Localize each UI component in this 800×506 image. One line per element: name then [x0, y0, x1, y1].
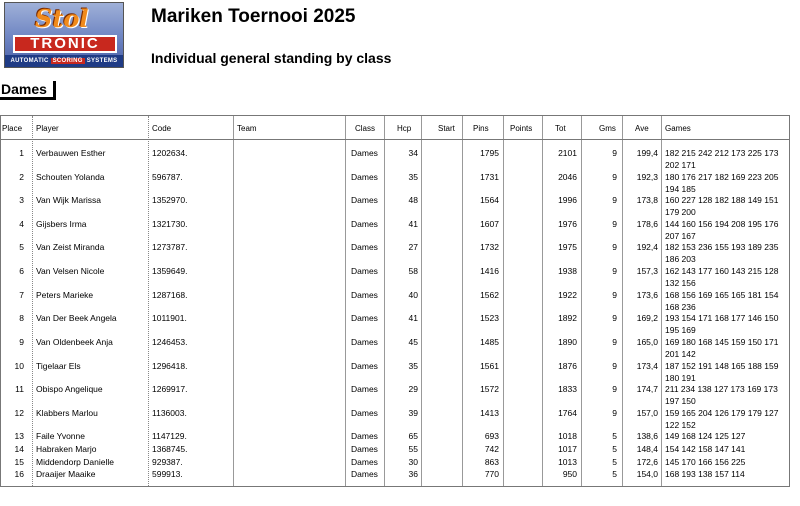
standings-table [0, 115, 790, 487]
column-divider [622, 116, 623, 486]
cell-gms: 9 [612, 172, 617, 182]
cell-code: 1296418. [152, 361, 188, 371]
cell-class: Dames [351, 313, 378, 323]
cell-gms: 5 [612, 469, 617, 479]
cell-pins: 693 [484, 431, 499, 441]
cell-games: 182 215 242 212 173 225 173 202 171 [665, 148, 779, 170]
cell-place: 3 [19, 195, 24, 205]
cell-games: 169 180 168 145 159 150 171 201 142 [665, 337, 779, 359]
header-gms: Gms [599, 124, 616, 133]
cell-gms: 9 [612, 337, 617, 347]
cell-pins: 1795 [480, 148, 499, 158]
cell-gms: 9 [612, 148, 617, 158]
cell-player: Draaijer Maaike [36, 469, 96, 479]
cell-games: 182 153 236 155 193 189 235 186 203 [665, 242, 779, 264]
header-points: Points [510, 124, 533, 133]
cell-code: 1287168. [152, 290, 188, 300]
cell-ave: 157,0 [636, 408, 658, 418]
logo-name: Stol [35, 4, 89, 33]
cell-ave: 148,4 [636, 444, 658, 454]
cell-ave: 138,6 [636, 431, 658, 441]
column-divider [148, 116, 149, 486]
cell-place: 11 [15, 384, 24, 394]
cell-pins: 1572 [480, 384, 499, 394]
cell-place: 12 [14, 408, 24, 418]
cell-ave: 157,3 [636, 266, 658, 276]
cell-gms: 5 [612, 444, 617, 454]
cell-hcp: 41 [408, 219, 418, 229]
cell-hcp: 45 [408, 337, 418, 347]
column-divider [462, 116, 463, 486]
cell-games: 168 156 169 165 165 181 154 168 236 [665, 290, 779, 312]
header-player: Player [36, 124, 59, 133]
cell-place: 14 [14, 444, 24, 454]
cell-player: Peters Marieke [36, 290, 94, 300]
cell-class: Dames [351, 361, 378, 371]
cell-player: Van Zeist Miranda [36, 242, 105, 252]
table-header [1, 116, 789, 140]
logo-tagline [5, 55, 123, 67]
column-divider [384, 116, 385, 486]
cell-class: Dames [351, 266, 378, 276]
header-tot: Tot [555, 124, 566, 133]
cell-pins: 1413 [480, 408, 499, 418]
cell-player: Klabbers Marlou [36, 408, 98, 418]
cell-player: Faile Yvonne [36, 431, 85, 441]
cell-tot: 1938 [558, 266, 577, 276]
cell-gms: 5 [612, 431, 617, 441]
cell-player: Middendorp Danielle [36, 457, 114, 467]
cell-tot: 1996 [558, 195, 577, 205]
cell-tot: 1017 [558, 444, 577, 454]
cell-hcp: 34 [408, 148, 418, 158]
header-pins: Pins [473, 124, 489, 133]
cell-pins: 770 [484, 469, 499, 479]
cell-hcp: 48 [408, 195, 418, 205]
cell-place: 1 [19, 148, 24, 158]
cell-ave: 169,2 [636, 313, 658, 323]
cell-class: Dames [351, 457, 378, 467]
header-hcp: Hcp [397, 124, 412, 133]
cell-code: 1269917. [152, 384, 188, 394]
cell-ave: 192,3 [636, 172, 658, 182]
page-subtitle: Individual general standing by class [151, 50, 392, 66]
cell-tot: 950 [562, 469, 577, 479]
cell-tot: 2101 [558, 148, 577, 158]
cell-code: 929387. [152, 457, 183, 467]
cell-code: 1202634. [152, 148, 188, 158]
header-place: Place [2, 124, 23, 133]
logo-tagline-left: AUTOMATIC [10, 58, 49, 64]
cell-hcp: 41 [408, 313, 418, 323]
cell-code: 1273787. [152, 242, 188, 252]
cell-tot: 1976 [558, 219, 577, 229]
cell-tot: 1013 [558, 457, 577, 467]
logo-tagline-mid: SCORING [52, 58, 83, 64]
column-divider [345, 116, 346, 486]
cell-games: 187 152 191 148 165 188 159 180 191 [665, 361, 779, 383]
cell-pins: 1562 [480, 290, 499, 300]
cell-gms: 9 [612, 361, 617, 371]
logo-brand: TRONIC [13, 35, 117, 53]
column-divider [421, 116, 422, 486]
cell-gms: 5 [612, 457, 617, 467]
cell-games: 149 168 124 125 127 [665, 431, 746, 441]
cell-ave: 173,8 [636, 195, 658, 205]
cell-pins: 1607 [480, 219, 499, 229]
cell-pins: 742 [484, 444, 499, 454]
header-games: Games [665, 124, 691, 133]
cell-code: 596787. [152, 172, 183, 182]
cell-player: Van Oldenbeek Anja [36, 337, 113, 347]
cell-ave: 192,4 [636, 242, 658, 252]
cell-games: 144 160 156 194 208 195 176 207 167 [665, 219, 779, 241]
cell-class: Dames [351, 431, 378, 441]
cell-class: Dames [351, 337, 378, 347]
cell-ave: 165,0 [636, 337, 658, 347]
cell-games: 160 227 128 182 188 149 151 179 200 [665, 195, 779, 217]
cell-ave: 173,6 [636, 290, 658, 300]
cell-class: Dames [351, 195, 378, 205]
cell-hcp: 65 [408, 431, 418, 441]
cell-gms: 9 [612, 242, 617, 252]
cell-ave: 178,6 [636, 219, 658, 229]
cell-hcp: 55 [408, 444, 418, 454]
cell-hcp: 29 [408, 384, 418, 394]
cell-gms: 9 [612, 384, 617, 394]
cell-place: 13 [14, 431, 24, 441]
cell-player: Van Wijk Marissa [36, 195, 102, 205]
cell-code: 1321730. [152, 219, 188, 229]
header-team: Team [237, 124, 257, 133]
cell-code: 1359649. [152, 266, 188, 276]
column-divider [542, 116, 543, 486]
cell-games: 193 154 171 168 177 146 150 195 169 [665, 313, 779, 335]
cell-games: 162 143 177 160 143 215 128 132 156 [665, 266, 779, 288]
cell-gms: 9 [612, 219, 617, 229]
cell-gms: 9 [612, 408, 617, 418]
cell-player: Habraken Marjo [36, 444, 97, 454]
cell-tot: 1890 [558, 337, 577, 347]
cell-hcp: 36 [408, 469, 418, 479]
logo-tagline-right: SYSTEMS [86, 58, 118, 64]
cell-pins: 863 [484, 457, 499, 467]
cell-player: Van Der Beek Angela [36, 313, 117, 323]
cell-pins: 1523 [480, 313, 499, 323]
header-code: Code [152, 124, 172, 133]
cell-pins: 1732 [480, 242, 499, 252]
cell-player: Obispo Angelique [36, 384, 103, 394]
cell-class: Dames [351, 148, 378, 158]
cell-player: Schouten Yolanda [36, 172, 105, 182]
cell-gms: 9 [612, 266, 617, 276]
cell-class: Dames [351, 444, 378, 454]
cell-code: 1368745. [152, 444, 188, 454]
column-divider [233, 116, 234, 486]
header-ave: Ave [635, 124, 649, 133]
cell-place: 2 [19, 172, 24, 182]
cell-hcp: 30 [408, 457, 418, 467]
cell-ave: 174,7 [636, 384, 658, 394]
cell-games: 211 234 138 127 173 169 173 197 150 [665, 384, 778, 406]
class-section-heading: Dames [0, 81, 56, 100]
stoltronic-logo [4, 2, 124, 68]
cell-place: 5 [19, 242, 24, 252]
cell-place: 10 [14, 361, 24, 371]
cell-ave: 172,6 [636, 457, 658, 467]
cell-place: 7 [19, 290, 24, 300]
cell-player: Tigelaar Els [36, 361, 81, 371]
cell-code: 1136003. [152, 408, 187, 418]
cell-place: 15 [14, 457, 24, 467]
cell-place: 6 [19, 266, 24, 276]
column-divider [503, 116, 504, 486]
cell-player: Van Velsen Nicole [36, 266, 105, 276]
cell-code: 1352970. [152, 195, 188, 205]
cell-class: Dames [351, 242, 378, 252]
header-class: Class [355, 124, 376, 133]
cell-player: Verbauwen Esther [36, 148, 106, 158]
page-title: Mariken Toernooi 2025 [151, 6, 356, 27]
cell-place: 8 [19, 313, 24, 323]
cell-tot: 1922 [558, 290, 577, 300]
cell-code: 1147129. [152, 431, 187, 441]
cell-class: Dames [351, 290, 378, 300]
cell-tot: 1975 [558, 242, 577, 252]
cell-ave: 173,4 [636, 361, 658, 371]
cell-hcp: 39 [408, 408, 418, 418]
header-start: Start [438, 124, 455, 133]
cell-pins: 1561 [480, 361, 499, 371]
cell-hcp: 35 [408, 172, 418, 182]
cell-place: 9 [19, 337, 24, 347]
cell-code: 1246453. [152, 337, 188, 347]
cell-code: 599913. [152, 469, 183, 479]
cell-tot: 1892 [558, 313, 577, 323]
cell-place: 4 [19, 219, 24, 229]
column-divider [581, 116, 582, 486]
cell-tot: 2046 [558, 172, 577, 182]
cell-games: 180 176 217 182 169 223 205 194 185 [665, 172, 779, 194]
column-divider [32, 116, 33, 486]
cell-gms: 9 [612, 313, 617, 323]
cell-class: Dames [351, 408, 378, 418]
cell-games: 159 165 204 126 179 179 127 122 152 [665, 408, 779, 430]
cell-games: 168 193 138 157 114 [665, 469, 745, 479]
cell-gms: 9 [612, 195, 617, 205]
cell-code: 1011901. [152, 313, 187, 323]
cell-tot: 1833 [558, 384, 577, 394]
cell-place: 16 [14, 469, 24, 479]
cell-tot: 1018 [558, 431, 577, 441]
cell-class: Dames [351, 469, 378, 479]
cell-pins: 1416 [480, 266, 499, 276]
column-divider [661, 116, 662, 486]
cell-player: Gijsbers Irma [36, 219, 87, 229]
cell-gms: 9 [612, 290, 617, 300]
cell-tot: 1876 [558, 361, 577, 371]
cell-class: Dames [351, 172, 378, 182]
cell-pins: 1485 [480, 337, 499, 347]
cell-games: 154 142 158 147 141 [665, 444, 746, 454]
cell-class: Dames [351, 219, 378, 229]
cell-pins: 1564 [480, 195, 499, 205]
cell-tot: 1764 [558, 408, 577, 418]
cell-hcp: 35 [408, 361, 418, 371]
cell-games: 145 170 166 156 225 [665, 457, 746, 467]
cell-ave: 199,4 [636, 148, 658, 158]
cell-pins: 1731 [480, 172, 499, 182]
cell-hcp: 58 [408, 266, 418, 276]
cell-ave: 154,0 [636, 469, 658, 479]
cell-hcp: 40 [408, 290, 418, 300]
cell-class: Dames [351, 384, 378, 394]
cell-hcp: 27 [408, 242, 418, 252]
